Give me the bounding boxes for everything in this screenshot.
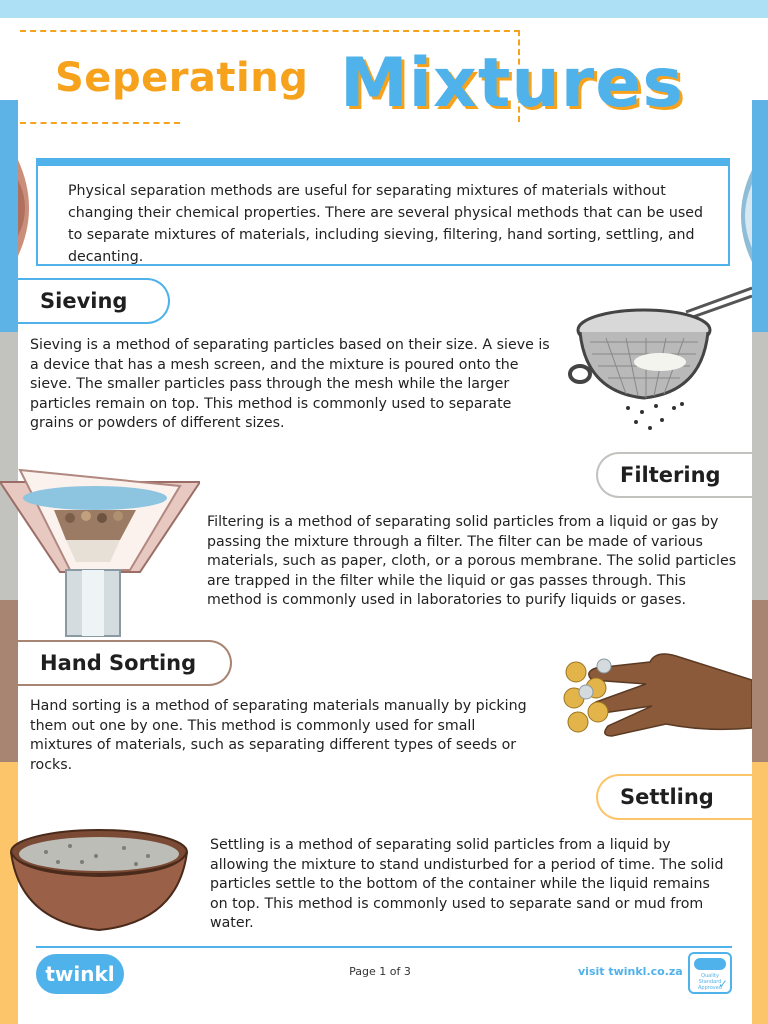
title-mixtures: Mixtures [340,44,684,123]
footer-line [36,946,732,948]
quality-badge [688,952,732,994]
sieving-heading: Sieving [18,278,170,324]
page-number: Page 1 of 3 [349,965,411,978]
settling-text: Settling is a method of separating solid particles from a liquid by allowing the mixture to stand undisturbed for a period of time. The solid particles settle to the bottom of the container while the liquid remains on top. This method is commonly used to separate sand or mud from water. [210,837,724,931]
top-band [0,0,768,18]
twinkl-logo[interactable]: twinkl [36,954,124,994]
rock-edge-image [18,160,38,256]
hand-sorting-text: Hand sorting is a method of separating materials manually by picking them out one by one. This method is commonly used for small mixtures of materials, such as separating different types of seeds or rocks. [30,698,527,773]
intro-box: Physical separation methods are useful for separating mixtures of materials without changing their chemical properties. There are several physical methods that can be used to separate mixtures of materials, including sieving, filtering, hand sorting, settling, and decanting. [36,158,730,266]
filtering-heading: Filtering [596,452,752,498]
filtering-text: Filtering is a method of separating solid particles from a liquid or gas by passing the mixture through a filter. The filter can be made of various materials, such as paper, cloth, or a porous membrane. The solid particles are trapped in the filter while the liquid or gas passes through. This method is commonly used in laboratories to purify liquids or gases. [207,514,737,608]
title-dash [20,122,180,124]
title-separating: Seperating [55,55,309,101]
site-link[interactable]: visit twinkl.co.za [578,965,683,978]
settling-bowl-illustration [6,826,192,936]
sieve-illustration [566,282,752,432]
glass-edge-image [730,170,752,262]
badge-logo [694,958,726,970]
filter-funnel-illustration [0,462,200,638]
hand-sorting-illustration [556,632,752,756]
settling-heading: Settling [596,774,752,820]
hand-sorting-heading: Hand Sorting [18,640,232,686]
badge-text: Quality Standard Approved [698,973,722,991]
sieving-text: Sieving is a method of separating particles based on their size. A sieve is a device that has a mesh screen, and the mixture is poured onto the sieve. The smaller particles pass through the mesh while the larger particles remain on top. This method is commonly used to separate grains or powders of different sizes. [30,337,550,431]
check-icon: ✓ [717,977,728,991]
